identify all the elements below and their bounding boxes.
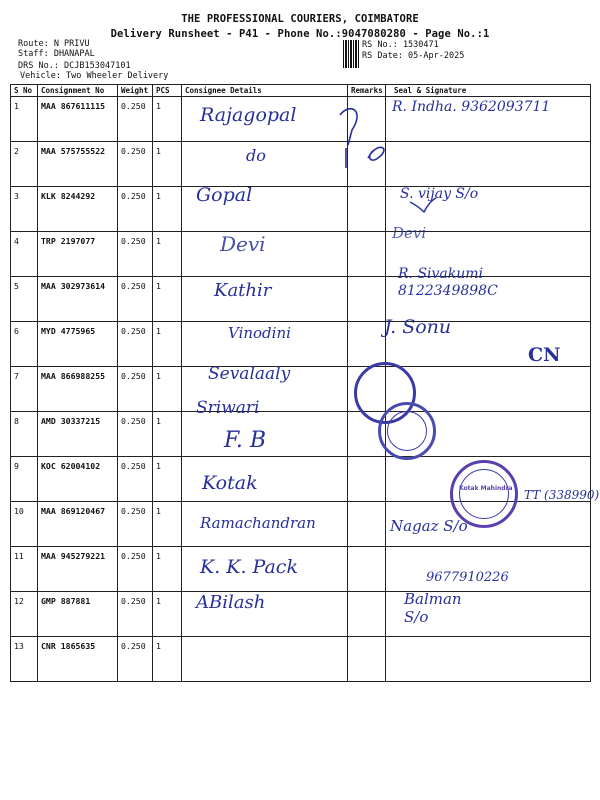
cell-remarks [348,637,386,682]
cell-sno: 9 [11,457,38,502]
cell-sno: 2 [11,142,38,187]
cell-weight: 0.250 [118,637,153,682]
col-weight: Weight [118,85,153,97]
document-subtitle: Delivery Runsheet - P41 - Phone No.:9047080280 - Page No.:1 [110,28,490,40]
handwritten-consignee: ABilash [196,592,266,613]
rs-date: RS Date: 05-Apr-2025 [362,51,465,61]
cell-sno: 13 [11,637,38,682]
cell-pcs: 1 [153,592,182,637]
col-consignee: Consignee Details [182,85,348,97]
cell-weight: 0.250 [118,232,153,277]
cell-consignment: MAA 866988255 [38,367,118,412]
runsheet-table [10,84,591,682]
table-row [11,412,591,457]
table-row [11,187,591,232]
handwritten-signature: R. Indha. 9362093711 [392,99,551,115]
staff-label: Staff: DHANAPAL [18,49,95,59]
cell-weight: 0.250 [118,547,153,592]
cell-weight: 0.250 [118,592,153,637]
handwritten-signature: 9677910226 [426,570,509,585]
cell-consignment: MAA 302973614 [38,277,118,322]
handwritten-signature: R. Sivakumi 8122349898C [398,266,498,299]
cell-consignee [182,637,348,682]
cell-weight: 0.250 [118,412,153,457]
handwritten-signature: Nagaz S/o [390,517,468,535]
handwritten-consignee: F. B [224,428,266,453]
cell-sno: 1 [11,97,38,142]
cell-sno: 11 [11,547,38,592]
cell-remarks [348,547,386,592]
cell-sno: 3 [11,187,38,232]
vehicle-label: Vehicle: Two Wheeler Delivery [20,71,169,81]
cell-weight: 0.250 [118,97,153,142]
cell-pcs: 1 [153,367,182,412]
cell-consignment: MAA 945279221 [38,547,118,592]
cell-remarks [348,322,386,367]
drs-number: DRS No.: DCJB153047101 [18,61,131,71]
handwritten-signature: CN [528,344,561,366]
cell-pcs: 1 [153,637,182,682]
cell-pcs: 1 [153,97,182,142]
cell-consignment: MYD 4775965 [38,322,118,367]
cell-sno: 12 [11,592,38,637]
handwritten-consignee: Vinodini [228,324,291,342]
cell-remarks [348,592,386,637]
handwritten-consignee: Kathir [214,280,272,301]
table-row [11,367,591,412]
kotak-stamp-icon [450,460,518,528]
cell-remarks [348,502,386,547]
col-consignment: Consignment No [38,85,118,97]
handwritten-consignee: Devi [220,232,266,256]
cell-seal [386,637,591,682]
handwritten-consignee: Kotak [202,472,258,494]
handwritten-signature: Balman S/o [404,590,462,626]
cell-weight: 0.250 [118,457,153,502]
cell-sno: 7 [11,367,38,412]
handwritten-consignee: Ramachandran [200,514,316,532]
rs-number: RS No.: 1530471 [362,40,439,50]
table-row [11,592,591,637]
cell-consignment: KOC 62004102 [38,457,118,502]
cell-sno: 8 [11,412,38,457]
cell-weight: 0.250 [118,322,153,367]
cell-remarks [348,277,386,322]
handwritten-signature: TT (338990) [524,488,600,502]
handwritten-consignee: do [246,146,266,165]
cell-pcs: 1 [153,142,182,187]
cell-consignment: MAA 575755522 [38,142,118,187]
handwritten-signature: Devi [392,224,427,242]
col-seal: Seal & Signature [386,85,591,97]
handwritten-consignee: Sriwari [196,398,260,418]
cell-sno: 6 [11,322,38,367]
handwritten-consignee: Rajagopal [200,104,297,126]
handwritten-consignee: K. K. Pack [200,556,298,578]
cell-weight: 0.250 [118,277,153,322]
cell-remarks [348,187,386,232]
cell-pcs: 1 [153,232,182,277]
table-row [11,142,591,187]
handwritten-consignee: Gopal [196,184,253,206]
cell-pcs: 1 [153,502,182,547]
cell-consignment: AMD 30337215 [38,412,118,457]
col-sno: S No [11,85,38,97]
cell-remarks [348,232,386,277]
route-label: Route: N PRIVU [18,39,90,49]
table-row [11,322,591,367]
col-remarks: Remarks [348,85,386,97]
document-title: THE PROFESSIONAL COURIERS, COIMBATORE [181,13,419,25]
cell-pcs: 1 [153,457,182,502]
cell-weight: 0.250 [118,367,153,412]
cell-remarks [348,457,386,502]
rubber-stamp-icon [378,402,436,460]
cell-seal [386,142,591,187]
cell-consignment: MAA 867611115 [38,97,118,142]
remark-scribble [330,100,390,170]
cell-consignment: TRP 2197077 [38,232,118,277]
cell-consignment: CNR 1865635 [38,637,118,682]
signature-check-mark [408,196,438,214]
cell-pcs: 1 [153,547,182,592]
cell-weight: 0.250 [118,142,153,187]
cell-sno: 10 [11,502,38,547]
handwritten-signature: J. Sonu [384,316,452,338]
cell-consignment: GMP 887881 [38,592,118,637]
table-header-row [11,85,591,97]
cell-weight: 0.250 [118,502,153,547]
table-row [11,637,591,682]
handwritten-consignee: Sevalaaly [208,364,291,384]
cell-pcs: 1 [153,277,182,322]
cell-weight: 0.250 [118,187,153,232]
barcode-icon [343,40,359,68]
cell-sno: 4 [11,232,38,277]
cell-pcs: 1 [153,187,182,232]
cell-pcs: 1 [153,412,182,457]
col-pcs: PCS [153,85,182,97]
stamp-text: Kotak Mahindra [459,485,513,492]
cell-sno: 5 [11,277,38,322]
cell-consignment: KLK 8244292 [38,187,118,232]
handwritten-signature: S. vijay S/o [400,186,479,202]
cell-consignment: MAA 869120467 [38,502,118,547]
cell-pcs: 1 [153,322,182,367]
